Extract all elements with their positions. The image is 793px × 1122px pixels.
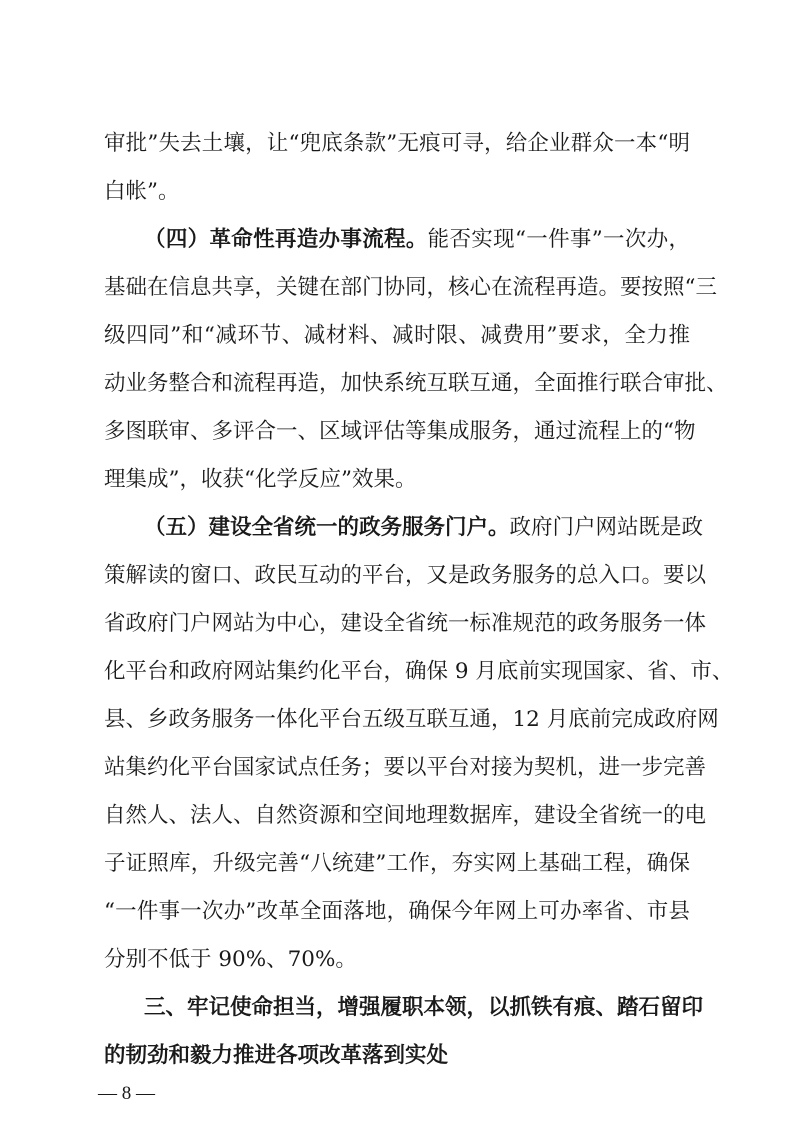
text-line: 基础在信息共享，关键在部门协同，核心在流程再造。要按照“三 xyxy=(104,275,717,300)
text-line: 分别不低于 90%、70%。 xyxy=(104,947,357,972)
text-line: 子证照库，升级完善“八统建”工作，夯实网上基础工程，确保 xyxy=(104,851,690,876)
text-fragment: 能否实现“一件事”一次办， xyxy=(427,227,690,252)
text-line: 审批”失去土壤，让“兜底条款”无痕可寻，给企业群众一本“明 xyxy=(104,131,690,156)
text-line: 理集成”，收获“化学反应”效果。 xyxy=(104,467,417,492)
text-line: 站集约化平台国家试点任务；要以平台对接为契机，进一步完善 xyxy=(104,755,707,780)
text-line: 县、乡政务服务一体化平台五级互联互通，12 月底前完成政府网 xyxy=(104,707,719,732)
text-fragment: 政府门户网站既是政 xyxy=(509,515,704,540)
page-number: — 8 — xyxy=(98,1083,155,1104)
paragraph-first-line xyxy=(144,220,690,260)
text-line: 省政府门户网站为中心，建设全省统一标准规范的政务服务一体 xyxy=(104,611,707,636)
paragraph-first-line xyxy=(144,508,704,548)
subheading-four: （四）革命性再造办事流程。 xyxy=(144,227,428,252)
text-line: 动业务整合和流程再造，加快系统互联互通，全面推行联合审批、 xyxy=(104,371,728,396)
subheading-five: （五）建设全省统一的政务服务门户。 xyxy=(144,515,510,540)
section-heading: 三、牢记使命担当，增强履职本领，以抓铁有痕、踏石留印 xyxy=(144,995,704,1020)
text-line: 策解读的窗口、政民互动的平台，又是政务服务的总入口。要以 xyxy=(104,563,707,588)
section-heading-continuation: 的韧劲和毅力推进各项改革落到实处 xyxy=(104,1043,449,1068)
text-line: 化平台和政府网站集约化平台，确保 9 月底前实现国家、省、市、 xyxy=(104,659,734,684)
text-line: 自然人、法人、自然资源和空间地理数据库，建设全省统一的电 xyxy=(104,803,707,828)
text-line: “一件事一次办”改革全面落地，确保今年网上可办率省、市县 xyxy=(104,899,690,924)
text-line: 白帐”。 xyxy=(104,179,180,204)
text-line: 多图联审、多评合一、区域评估等集成服务，通过流程上的“物 xyxy=(104,419,696,444)
text-line: 级四同”和“减环节、减材料、减时限、减费用”要求，全力推 xyxy=(104,323,690,348)
